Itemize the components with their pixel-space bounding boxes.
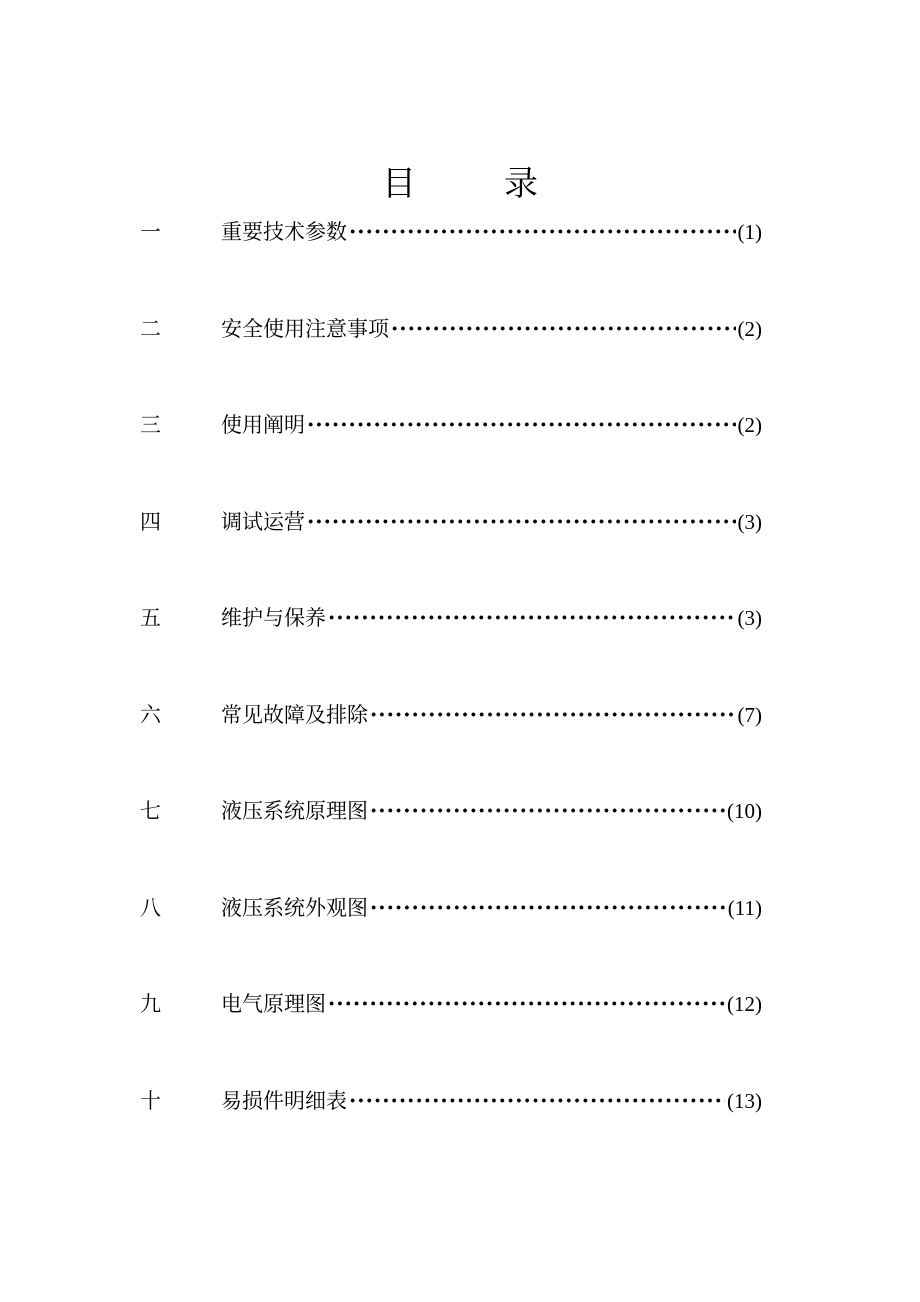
toc-entry-number: 一 — [140, 220, 161, 244]
toc-entry[interactable] — [140, 210, 762, 254]
toc-entry-number: 五 — [140, 606, 161, 630]
toc-entry-page: (10) — [727, 799, 762, 823]
toc-entry[interactable] — [140, 693, 762, 737]
toc-dot-leader — [391, 307, 736, 351]
toc-dot-leader — [307, 500, 736, 544]
toc-entry-page: (1) — [737, 220, 762, 244]
toc-entry-page: (13) — [727, 1088, 762, 1113]
toc-dot-leader — [370, 886, 726, 930]
toc-dot-leader — [370, 693, 736, 737]
toc-entry[interactable] — [140, 403, 762, 447]
toc-entry-label: 重要技术参数 — [221, 220, 347, 244]
toc-entry-label: 使用阐明 — [221, 413, 305, 437]
toc-entry-number: 三 — [140, 413, 161, 437]
toc-dot-leader — [349, 1079, 725, 1123]
toc-entry-page: (12) — [727, 992, 762, 1016]
toc-entry[interactable] — [140, 307, 762, 351]
toc-dot-leader — [349, 210, 736, 254]
toc-entry-label: 调试运营 — [221, 509, 305, 534]
toc-entry-page: (11) — [727, 895, 762, 920]
toc-entry[interactable] — [140, 596, 762, 640]
toc-entry-number: 七 — [140, 799, 161, 823]
toc-entry-label: 常见故障及排除 — [221, 702, 368, 727]
toc-dot-leader — [307, 403, 736, 447]
toc-entry-page: (3) — [737, 509, 762, 534]
toc-entry-number: 六 — [140, 702, 161, 727]
toc-entry-label: 液压系统原理图 — [221, 799, 368, 823]
toc-dot-leader — [328, 596, 736, 640]
title-char-left: 目 — [382, 164, 416, 204]
toc-entry-label: 维护与保养 — [221, 606, 326, 630]
toc-entry[interactable] — [140, 1079, 762, 1123]
toc-entry-label: 易损件明细表 — [221, 1088, 347, 1113]
toc-entry-number: 九 — [140, 992, 161, 1016]
toc-entry-label: 液压系统外观图 — [221, 895, 368, 920]
toc-entry-page: (3) — [737, 606, 762, 630]
toc-entry-number: 四 — [140, 509, 161, 534]
page-title — [0, 160, 920, 208]
toc-entry-number: 二 — [140, 316, 161, 341]
toc-entry[interactable] — [140, 982, 762, 1026]
toc-entry-page: (7) — [737, 702, 762, 727]
toc-entry[interactable] — [140, 500, 762, 544]
toc-entry-label: 电气原理图 — [221, 992, 326, 1016]
toc-dot-leader — [328, 982, 725, 1026]
title-char-right: 录 — [504, 164, 538, 204]
toc-entry-page: (2) — [737, 413, 762, 437]
toc-entry-number: 八 — [140, 895, 161, 920]
toc-entry-page: (2) — [737, 316, 762, 341]
toc-entry[interactable] — [140, 886, 762, 930]
toc-entry[interactable] — [140, 789, 762, 833]
toc-entry-label: 安全使用注意事项 — [221, 316, 389, 341]
table-of-contents — [140, 210, 762, 1175]
toc-dot-leader — [370, 789, 725, 833]
toc-entry-number: 十 — [140, 1088, 161, 1113]
